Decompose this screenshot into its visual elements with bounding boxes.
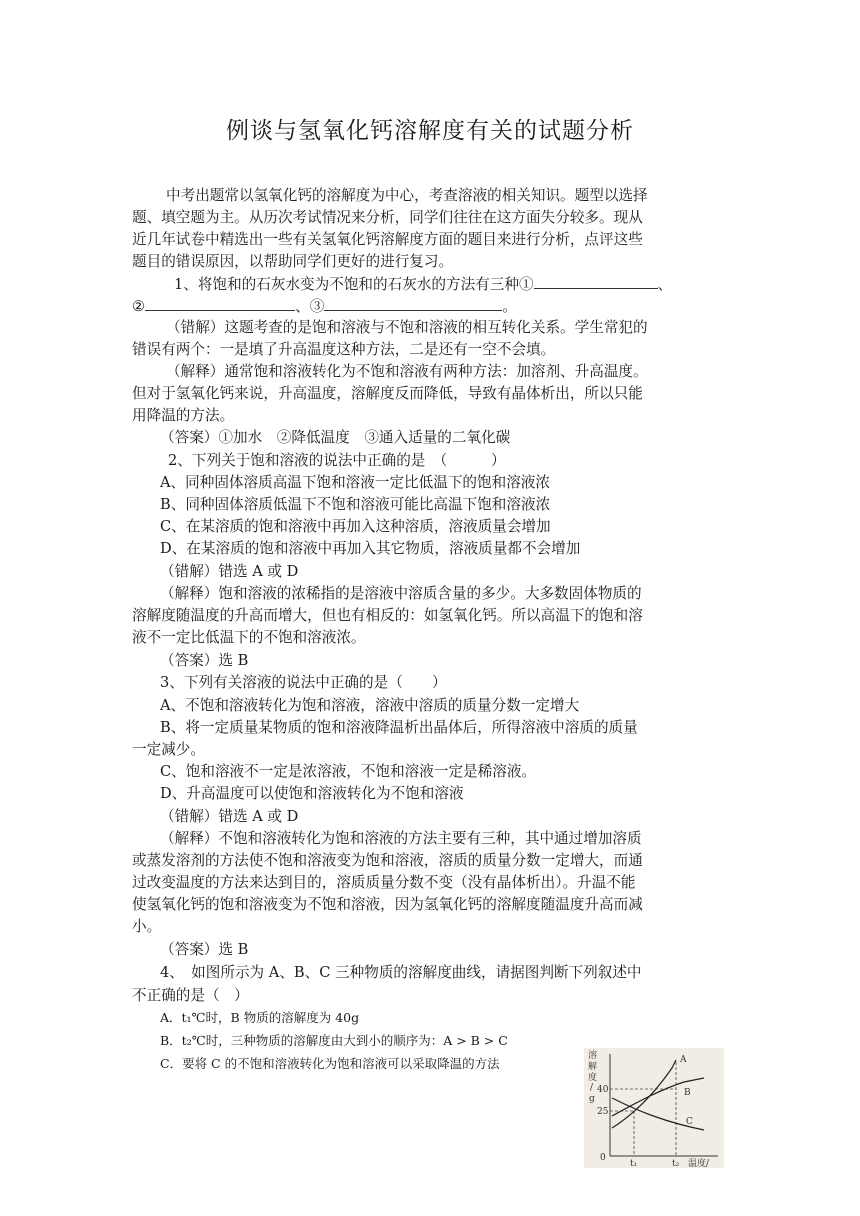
q2-explain-line-1: （解释）饱和溶液的浓稀指的是溶液中溶质含量的多少。大多数固体物质的 <box>160 585 642 602</box>
q1-blank-2-label: ② <box>132 298 146 315</box>
intro-line-3: 近几年试卷中精选出一些有关氢氧化钙溶解度方面的题目来进行分析，点评这些 <box>132 231 643 248</box>
curve-a-label: A <box>680 1055 687 1065</box>
curve-b-label: B <box>684 1088 691 1098</box>
q1-blank-1[interactable] <box>534 274 658 289</box>
q1-blank-2[interactable] <box>145 296 295 311</box>
q1-end: 。 <box>502 298 517 315</box>
q1-explain-line-1: （解释）通常饱和溶液转化为不饱和溶液有两种方法：加溶剂、升高温度。 <box>166 363 648 380</box>
q2-answer: （答案）选 B <box>160 652 249 669</box>
y-tick-25: 25 <box>597 1107 609 1117</box>
q1-error-line-2: 错误有两个：一是填了升高温度这种方法，二是还有一空不会填。 <box>132 341 556 358</box>
intro-line-4: 题目的错误原因，以帮助同学们更好的进行复习。 <box>132 253 454 270</box>
q4-option-c: C．要将 C 的不饱和溶液转化为饱和溶液可以采取降温的方法 <box>160 1056 500 1071</box>
y-axis-label-char-5: g <box>589 1094 595 1104</box>
q1-blank-3[interactable] <box>324 296 502 311</box>
q3-explain-line-5: 小。 <box>132 918 162 935</box>
q1-explain-line-2: 但对于氢氧化钙来说，升高温度，溶解度反而降低，导致有晶体析出，所以只能 <box>132 385 643 402</box>
curve-c-label: C <box>686 1117 693 1127</box>
y-axis-label-char-3: 度 <box>588 1073 598 1083</box>
q2-explain-line-3: 液不一定比低温下的不饱和溶液浓。 <box>132 629 366 646</box>
q1-sep-1: 、 <box>657 276 673 293</box>
intro-line-2: 题、填空题为主。从历次考试情况来分析，同学们往往在这方面失分较多。现从 <box>132 209 643 226</box>
q4-option-a: A．t₁℃时，B 物质的溶解度为 40g <box>160 1010 360 1025</box>
q2-option-c: C、在某溶质的饱和溶液中再加入这种溶质，溶液质量会增加 <box>160 518 551 535</box>
y-axis-label-char-2: 解 <box>588 1062 598 1072</box>
q3-stem: 3、下列有关溶液的说法中正确的是（ ） <box>160 674 447 691</box>
q2-option-a: A、同种固体溶质高温下饱和溶液一定比低温下的饱和溶液浓 <box>160 474 550 491</box>
q2-stem: 2、下列关于饱和溶液的说法中正确的是 （ ） <box>168 452 506 469</box>
q2-explain-line-2: 溶解度随温度的升高而增大，但也有相反的：如氢氧化钙。所以高温下的饱和溶 <box>132 607 643 624</box>
q3-option-b-line-2: 一定减少。 <box>132 741 205 758</box>
y-axis-label-char-4: / <box>590 1083 594 1093</box>
q2-error: （错解）错选 A 或 D <box>160 563 299 580</box>
curve-a <box>612 1060 676 1128</box>
q3-explain-line-1: （解释）不饱和溶液转化为饱和溶液的方法主要有三种，其中通过增加溶质 <box>160 830 642 847</box>
q1-sep-2: 、③ <box>295 298 325 315</box>
q1-stem: 1、将饱和的石灰水变为不饱和的石灰水的方法有三种① <box>174 276 534 293</box>
q4-stem-line-1: 4、 如图所示为 A、B、C 三种物质的溶解度曲线，请据图判断下列叙述中 <box>160 964 642 981</box>
intro-line-1: 中考出题常以氢氧化钙的溶解度为中心，考查溶液的相关知识。题型以选择 <box>166 187 648 204</box>
y-tick-0: 0 <box>600 1153 606 1163</box>
q1-stem-line <box>174 274 672 295</box>
q3-answer: （答案）选 B <box>160 941 249 958</box>
q3-error: （错解）错选 A 或 D <box>160 808 299 825</box>
document-title: 例谈与氢氧化钙溶解度有关的试题分析 <box>226 118 634 144</box>
q1-blanks-line <box>132 296 517 317</box>
q3-explain-line-4: 使氢氧化钙的饱和溶液变为不饱和溶液，因为氢氧化钙的溶解度随温度升高而减 <box>132 896 643 913</box>
q4-stem-line-2: 不正确的是（ ） <box>132 987 249 1004</box>
q1-explain-line-3: 用降温的方法。 <box>132 407 235 424</box>
q3-explain-line-3: 过改变温度的方法来达到目的，溶质质量分数不变（没有晶体析出）。升温不能 <box>132 874 636 891</box>
solubility-curve-figure <box>584 1048 724 1168</box>
x-tick-t2: t₂ <box>672 1159 680 1168</box>
q1-answer: （答案）①加水 ②降低温度 ③通入适量的二氧化碳 <box>160 429 511 446</box>
q4-option-b: B．t₂℃时，三种物质的溶解度由大到小的顺序为：A > B > C <box>160 1033 508 1048</box>
y-tick-40: 40 <box>597 1085 609 1095</box>
q2-option-d: D、在某溶质的饱和溶液中再加入其它物质，溶液质量都不会增加 <box>160 540 581 557</box>
q2-option-b: B、同种固体溶质低温下不饱和溶液可能比高温下饱和溶液浓 <box>160 496 551 513</box>
q3-option-a: A、不饱和溶液转化为饱和溶液，溶液中溶质的质量分数一定增大 <box>160 697 580 714</box>
x-axis-label: 温度/ <box>688 1159 710 1168</box>
q3-option-c: C、饱和溶液不一定是浓溶液，不饱和溶液一定是稀溶液。 <box>160 763 537 780</box>
y-axis-label-char-1: 溶 <box>588 1051 598 1061</box>
q1-error-line-1: （错解）这题考查的是饱和溶液与不饱和溶液的相互转化关系。学生常犯的 <box>166 319 648 336</box>
x-tick-t1: t₁ <box>630 1159 638 1168</box>
q3-explain-line-2: 或蒸发溶剂的方法使不饱和溶液变为饱和溶液，溶质的质量分数一定增大，而通 <box>132 852 643 869</box>
q3-option-d: D、升高温度可以使饱和溶液转化为不饱和溶液 <box>160 785 464 802</box>
solubility-curve-svg <box>584 1048 724 1168</box>
q3-option-b-line-1: B、将一定质量某物质的饱和溶液降温析出晶体后，所得溶液中溶质的质量 <box>160 719 638 736</box>
